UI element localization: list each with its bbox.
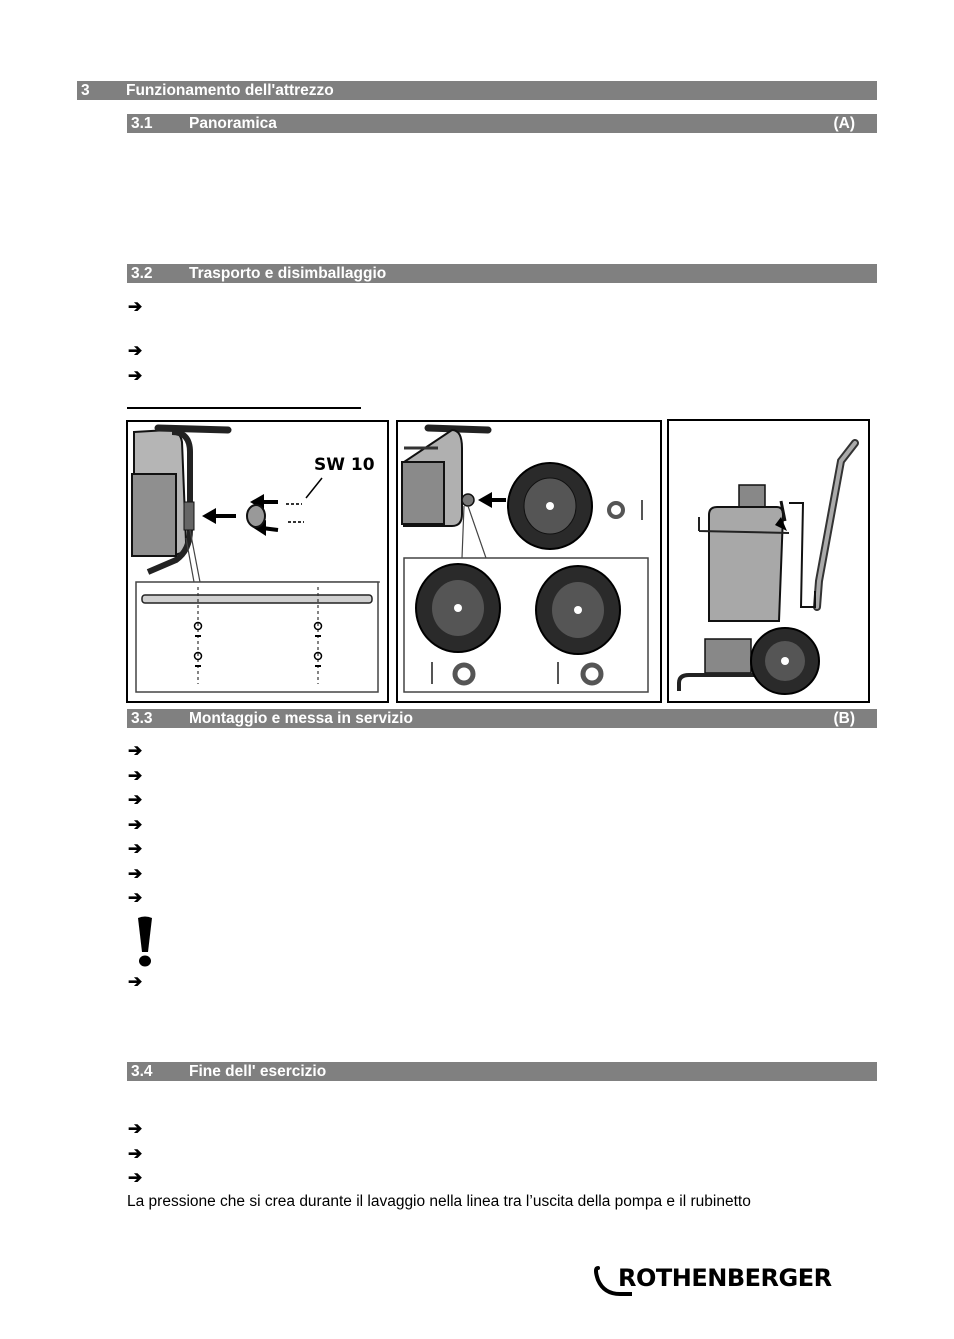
assembled-unit-illustration <box>669 421 868 701</box>
section-title: Trasporto e disimballaggio <box>189 265 387 282</box>
section-title: Montaggio e messa in servizio <box>189 710 413 727</box>
bullet-arrow-icon: ➔ <box>128 366 143 385</box>
bullet-arrow-icon: ➔ <box>128 1168 143 1187</box>
axle-assembly-illustration <box>128 422 387 701</box>
chapter-number: 3 <box>81 82 90 99</box>
section-heading-3-1 <box>127 114 877 133</box>
chapter-title: Funzionamento dell'attrezzo <box>126 82 334 99</box>
bullet-arrow-icon: ➔ <box>128 297 143 316</box>
wheel-assembly-illustration <box>398 422 660 701</box>
divider-line <box>127 407 361 409</box>
figure-axle-assembly <box>126 420 389 703</box>
section-figure-ref: (B) <box>833 710 855 727</box>
bullet-arrow-icon: ➔ <box>128 790 143 809</box>
bullet-arrow-icon: ➔ <box>128 888 143 907</box>
chapter-heading <box>77 81 877 100</box>
logo-text: ROTHENBERGER <box>618 1264 832 1292</box>
bullet-arrow-icon: ➔ <box>128 341 143 360</box>
section-figure-ref: (A) <box>833 115 855 132</box>
bullet-arrow-icon: ➔ <box>128 1144 143 1163</box>
bullet-arrow-icon: ➔ <box>128 766 143 785</box>
wrench-size-label: SW 10 <box>314 455 375 475</box>
figure-assembled-unit <box>667 419 870 703</box>
bullet-arrow-icon: ➔ <box>128 864 143 883</box>
bullet-arrow-icon: ➔ <box>128 741 143 760</box>
section-heading-3-4 <box>127 1062 877 1081</box>
figure-wheel-assembly <box>396 420 662 703</box>
section-heading-3-2 <box>127 264 877 283</box>
body-paragraph: La pressione che si crea durante il lavaggio nella linea tra l’uscita della pompa e il rubinetto <box>127 1193 751 1210</box>
section-number: 3.3 <box>131 710 153 727</box>
section-number: 3.4 <box>131 1063 153 1080</box>
rothenberger-logo <box>592 1262 832 1298</box>
bullet-arrow-icon: ➔ <box>128 1119 143 1138</box>
section-number: 3.1 <box>131 115 153 132</box>
section-heading-3-3 <box>127 709 877 728</box>
bullet-arrow-icon: ➔ <box>128 815 143 834</box>
warning-exclamation-icon <box>135 916 155 973</box>
bullet-arrow-icon: ➔ <box>128 972 143 991</box>
section-title: Panoramica <box>189 115 277 132</box>
section-title: Fine dell' esercizio <box>189 1063 327 1080</box>
section-number: 3.2 <box>131 265 153 282</box>
bullet-arrow-icon: ➔ <box>128 839 143 858</box>
